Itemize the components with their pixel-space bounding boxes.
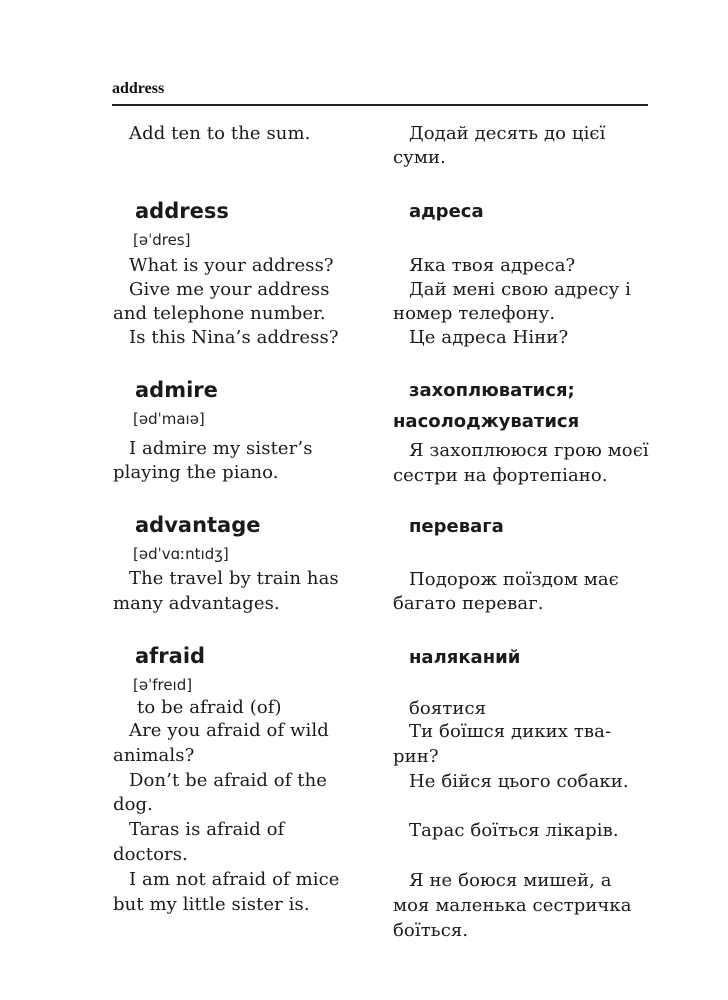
translation-afraid: наляканий: [409, 647, 521, 668]
example-ua: Я не боюся мишей, а: [409, 870, 612, 891]
example-ua: Я захоплююся грою моєї: [409, 440, 649, 461]
example-en: dog.: [113, 794, 154, 815]
headword-address: address: [135, 199, 229, 223]
example-en: The travel by train has: [129, 568, 339, 589]
example-ua: Яка твоя адреса?: [409, 255, 576, 276]
headword-advantage: advantage: [135, 513, 261, 537]
example-en: playing the piano.: [113, 462, 279, 483]
intro-ua-line: Додай десять до цієї: [409, 123, 606, 144]
example-ua: Подорож поїздом має: [409, 569, 619, 590]
example-ua: номер телефону.: [393, 303, 556, 324]
translation-address: адреса: [409, 201, 484, 222]
example-en: animals?: [113, 745, 195, 766]
intro-ua-line: суми.: [393, 147, 446, 168]
example-en: Give me your address: [129, 279, 330, 300]
example-en: I am not afraid of mice: [129, 869, 340, 890]
example-ua: Тарас боїться лікарів.: [409, 820, 619, 841]
example-ua: Ти боїшся диких тва-: [409, 721, 612, 742]
phrase-en: to be afraid (of): [137, 697, 282, 718]
headword-afraid: afraid: [135, 644, 206, 668]
example-en: and telephone number.: [113, 303, 326, 324]
example-ua: Не бійся цього собаки.: [409, 771, 629, 792]
example-en: What is your address?: [129, 255, 334, 276]
transcription-afraid: [əˈfreıd]: [133, 676, 193, 694]
translation-admire: насолоджуватися: [393, 411, 580, 432]
example-en: Is this Nina’s address?: [129, 327, 339, 348]
example-ua: рин?: [393, 746, 439, 767]
header-rule: [112, 104, 648, 106]
example-en: Are you afraid of wild: [129, 720, 329, 741]
transcription-advantage: [ədˈvɑːntıdʒ]: [133, 545, 229, 563]
example-ua: Це адреса Ніни?: [409, 327, 569, 348]
example-en: many advantages.: [113, 593, 280, 614]
example-ua: боїться.: [393, 920, 469, 941]
example-en: Don’t be afraid of the: [129, 770, 328, 791]
transcription-address: [əˈdres]: [133, 231, 191, 249]
transcription-admire: [ədˈmaıə]: [133, 410, 205, 428]
example-ua: сестри на фортепіано.: [393, 465, 608, 486]
headword-admire: admire: [135, 378, 218, 402]
example-en: I admire my sister’s: [129, 438, 313, 459]
example-en: Taras is afraid of: [129, 819, 285, 840]
intro-en-line: Add ten to the sum.: [129, 123, 311, 144]
running-head: address: [112, 80, 165, 97]
example-ua: моя маленька сестричка: [393, 895, 632, 916]
example-ua: Дай мені свою адресу і: [409, 279, 631, 300]
example-en: doctors.: [113, 844, 188, 865]
phrase-ua: боятися: [409, 698, 487, 719]
translation-admire: захоплюватися;: [409, 380, 575, 401]
example-en: but my little sister is.: [113, 894, 310, 915]
example-ua: багато переваг.: [393, 593, 544, 614]
translation-advantage: перевага: [409, 516, 504, 537]
